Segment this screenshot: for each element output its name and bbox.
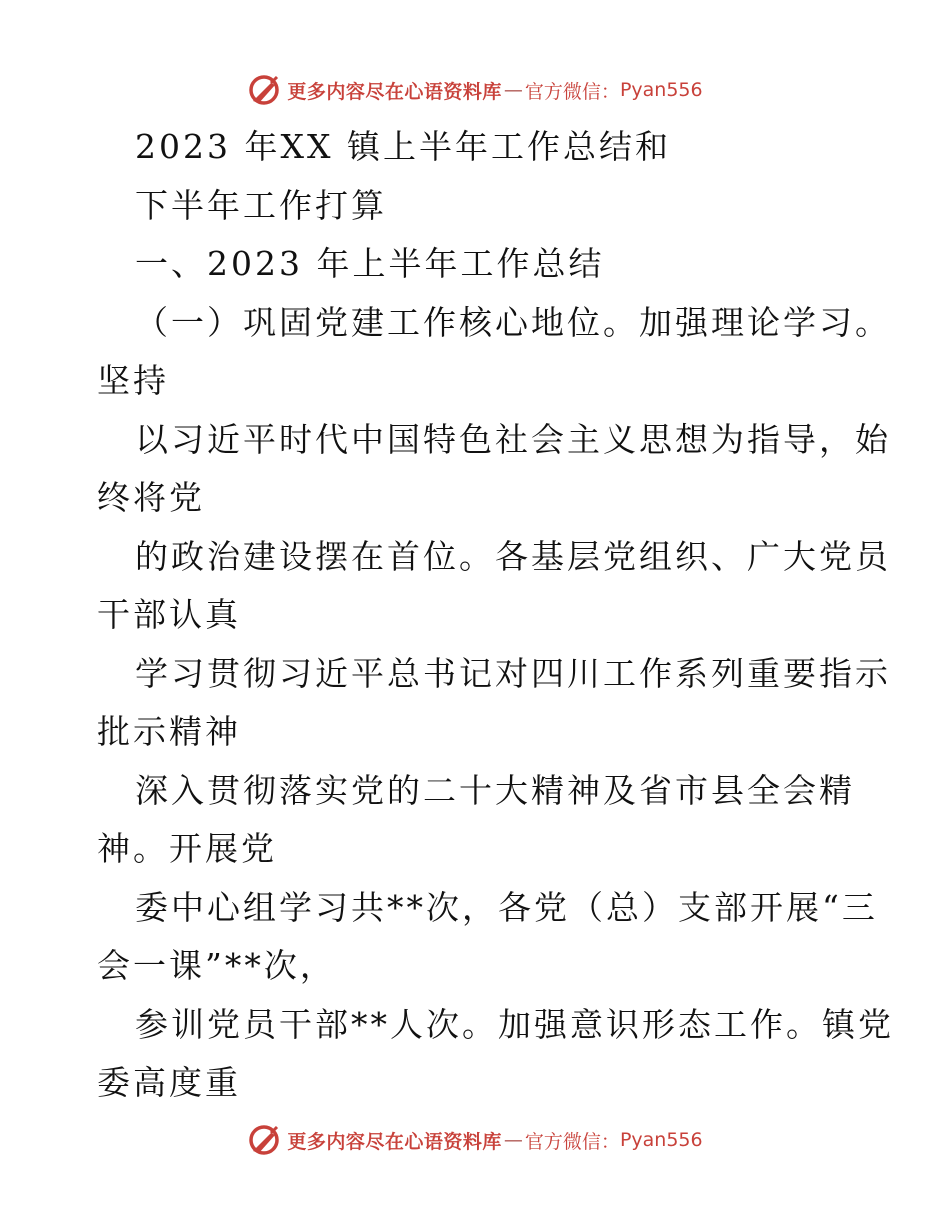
watermark-dash: — [503, 1129, 523, 1151]
watermark-banner-bottom [0, 1120, 950, 1160]
doc-title-line-2: 下半年工作打算 [135, 185, 387, 225]
doc-title-line-1: 2023 年XX 镇上半年工作总结和 [135, 127, 671, 166]
paragraph-line: 会一课”**次， [97, 946, 336, 985]
watermark-promo-text: 更多内容尽在心语资料库 [287, 1130, 502, 1153]
paragraph-line: 坚持 [97, 361, 169, 400]
watermark-wechat-label: 官方微信： [524, 80, 620, 103]
paragraph-line: 的政治建设摆在首位。各基层党组织、广大党员 [135, 536, 891, 576]
paragraph-line: 深入贯彻落实党的二十大精神及省市县全会精 [135, 770, 855, 810]
section-heading: 一、2023 年上半年工作总结 [135, 244, 605, 283]
watermark-wechat-id: Pyan556 [619, 1129, 703, 1151]
paragraph-line: 神。开展党 [97, 829, 277, 868]
pen-circle-logo-icon [247, 1123, 281, 1157]
watermark-wechat-id: Pyan556 [619, 79, 703, 101]
watermark-wechat-label: 官方微信： [524, 1130, 620, 1153]
paragraph-line: 参训党员干部**人次。加强意识形态工作。镇党 [135, 1004, 894, 1044]
paragraph-line: 委中心组学习共**次，各党（总）支部开展“三 [135, 887, 878, 927]
watermark-promo-text: 更多内容尽在心语资料库 [287, 80, 502, 103]
paragraph-line: 干部认真 [97, 595, 241, 634]
paragraph-line: （一）巩固党建工作核心地位。加强理论学习。 [135, 302, 891, 342]
paragraph-line: 以习近平时代中国特色社会主义思想为指导，始 [135, 419, 891, 459]
watermark-banner-top [0, 70, 950, 110]
paragraph-line: 学习贯彻习近平总书记对四川工作系列重要指示 [135, 653, 891, 693]
paragraph-line: 委高度重 [97, 1063, 241, 1102]
paragraph-line: 批示精神 [97, 712, 241, 751]
watermark-dash: — [503, 79, 523, 101]
pen-circle-logo-icon [247, 73, 281, 107]
paragraph-line: 终将党 [97, 478, 205, 517]
document-body [97, 118, 894, 1113]
